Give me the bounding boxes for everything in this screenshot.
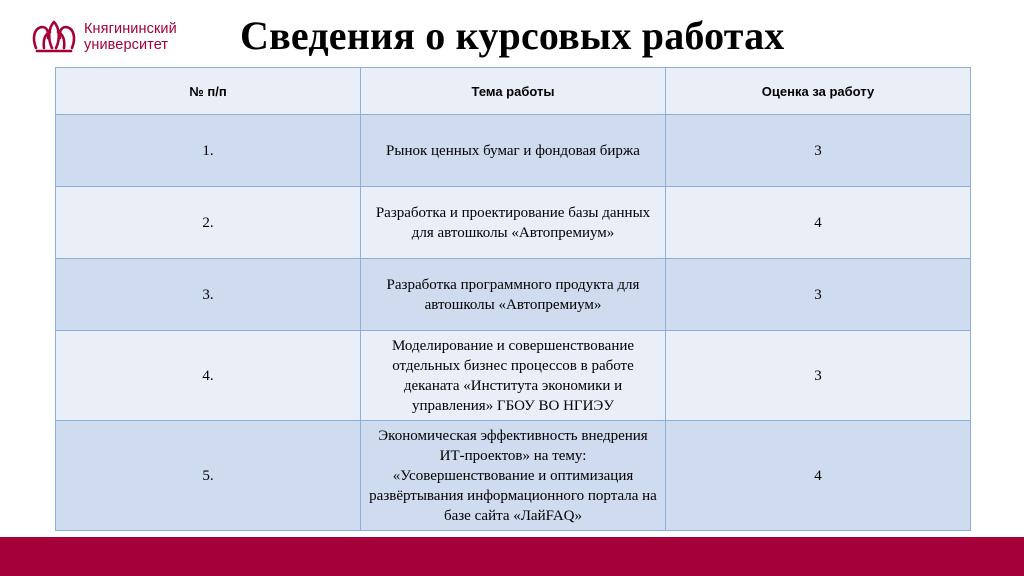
row-number: 5. xyxy=(56,421,361,531)
table-row xyxy=(56,421,971,531)
row-grade: 4 xyxy=(666,421,971,531)
crown-icon xyxy=(30,18,78,56)
table-row xyxy=(56,259,971,331)
row-topic: Моделирование и совершенствование отдельных бизнес процессов в работе деканата «Института экономики и управления» ГБОУ ВО НГИЭУ xyxy=(361,331,666,421)
row-number: 4. xyxy=(56,331,361,421)
header-topic: Тема работы xyxy=(361,68,666,115)
header-grade: Оценка за работу xyxy=(666,68,971,115)
row-grade: 4 xyxy=(666,187,971,259)
row-number: 2. xyxy=(56,187,361,259)
logo-line-2: университет xyxy=(84,37,169,53)
row-topic: Разработка программного продукта для автошколы «Автопремиум» xyxy=(361,259,666,331)
coursework-table xyxy=(55,67,971,531)
table-row xyxy=(56,115,971,187)
row-number: 3. xyxy=(56,259,361,331)
logo-line-1: Княгининский xyxy=(84,21,177,37)
row-topic: Разработка и проектирование базы данных для автошколы «Автопремиум» xyxy=(361,187,666,259)
university-logo xyxy=(30,18,177,56)
row-topic: Рынок ценных бумаг и фондовая биржа xyxy=(361,115,666,187)
university-name xyxy=(84,21,177,53)
row-number: 1. xyxy=(56,115,361,187)
row-topic: Экономическая эффективность внедрения ИТ-проектов» на тему: «Усовершенствование и оптимизация развёртывания информационного портала на базе сайта «ЛайFAQ» xyxy=(361,421,666,531)
page-title: Сведения о курсовых работах xyxy=(240,13,785,58)
footer-bar xyxy=(0,537,1024,576)
row-grade: 3 xyxy=(666,259,971,331)
row-grade: 3 xyxy=(666,115,971,187)
table-header-row xyxy=(56,68,971,115)
row-grade: 3 xyxy=(666,331,971,421)
table-row xyxy=(56,187,971,259)
header-number: № п/п xyxy=(56,68,361,115)
table-row xyxy=(56,331,971,421)
